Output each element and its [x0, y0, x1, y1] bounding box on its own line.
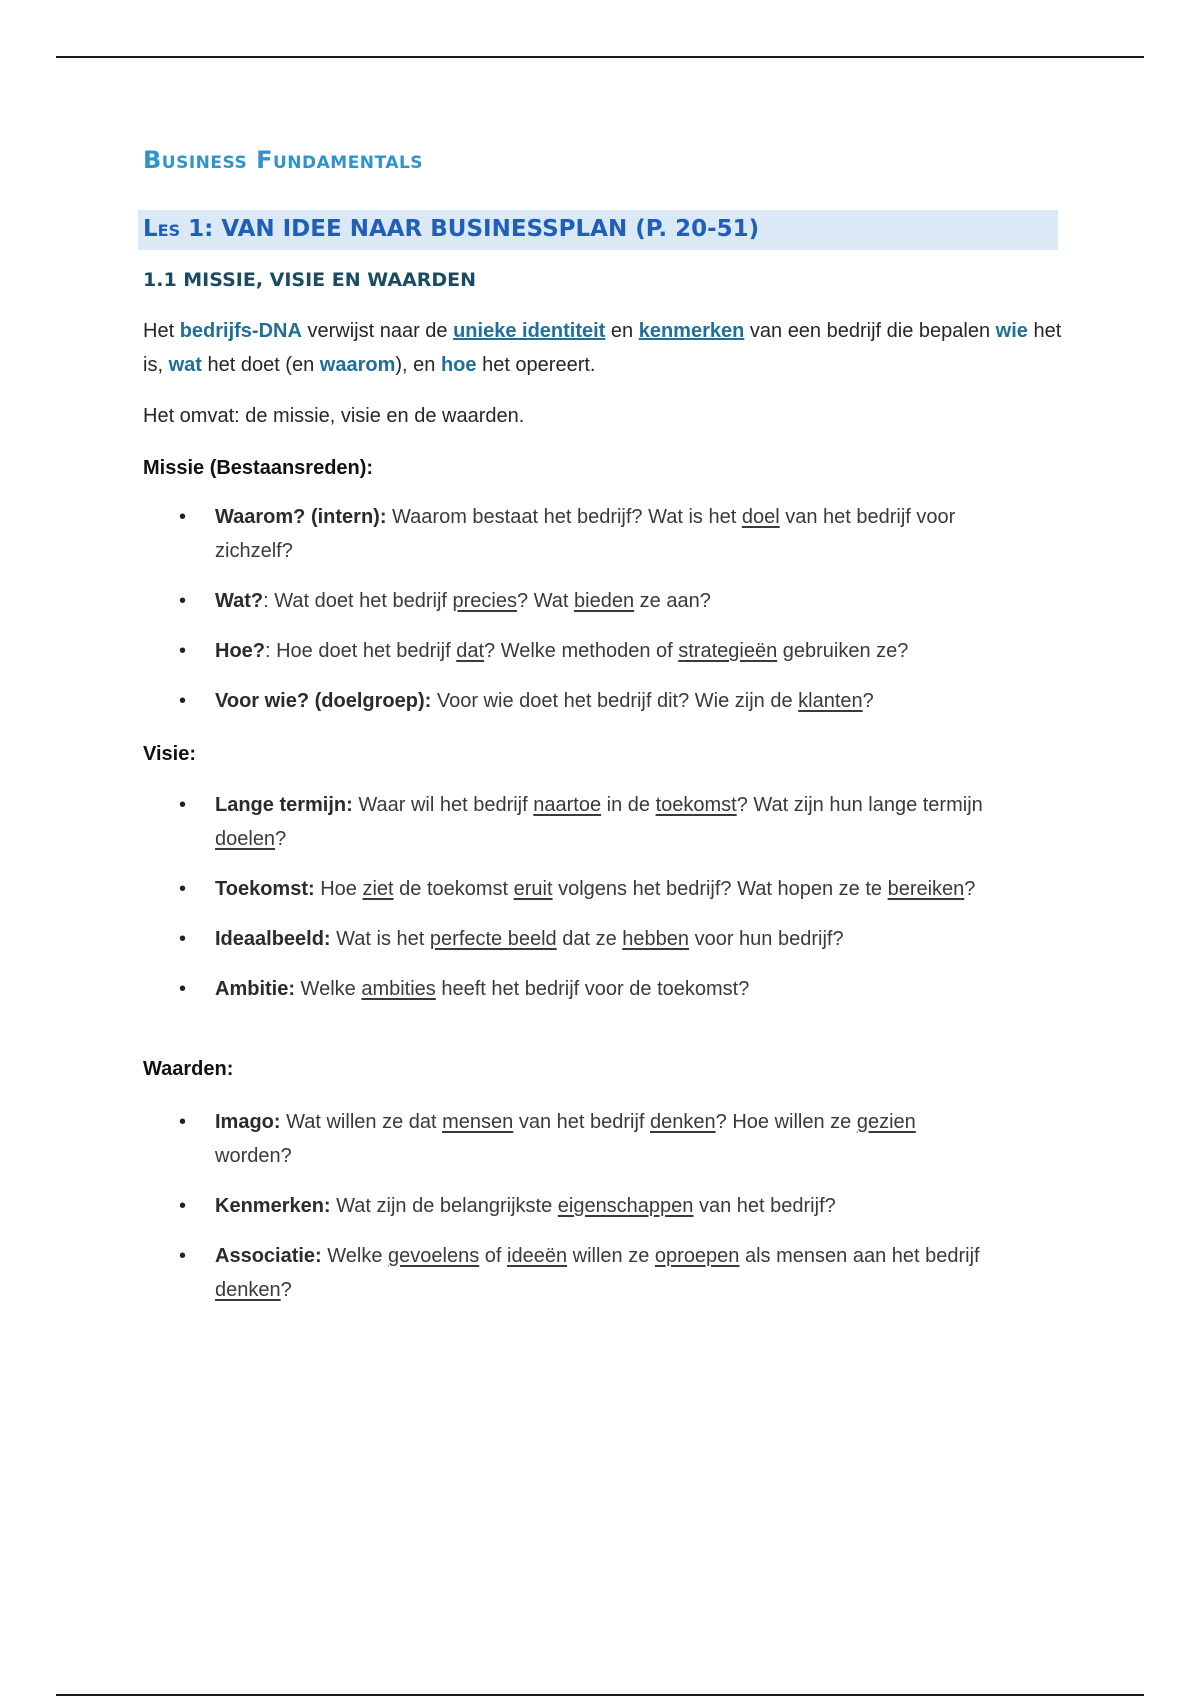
- item-label: Ideaalbeeld:: [215, 928, 331, 950]
- item-text: Welke: [295, 978, 362, 1000]
- bullet-icon: •: [179, 978, 187, 1000]
- item-text: als mensen aan het bedrijf: [739, 1245, 980, 1267]
- item-underlined: oproepen: [654, 1245, 740, 1267]
- item-underlined: doel: [741, 506, 780, 528]
- item-underlined: dat: [456, 640, 485, 662]
- item-text: van het bedrijf: [513, 1111, 651, 1133]
- item-text: van het bedrijf voor zichzelf?: [215, 506, 956, 562]
- item-underlined: denken: [650, 1111, 716, 1133]
- list-item: [143, 872, 995, 906]
- list-item: [143, 972, 995, 1006]
- item-text: worden?: [215, 1145, 292, 1167]
- intro-text: het doet (en: [201, 354, 320, 376]
- item-underlined: ambities: [361, 978, 436, 1000]
- list-item: [143, 788, 995, 856]
- lesson-heading: [143, 212, 759, 246]
- item-text: ?: [280, 1279, 292, 1301]
- item-underlined: hebben: [622, 928, 690, 950]
- bullet-icon: •: [179, 878, 187, 900]
- item-text: : Hoe doet het bedrijf: [265, 640, 457, 662]
- item-text: Waarom bestaat het bedrijf? Wat is het: [386, 506, 742, 528]
- item-underlined: toekomst: [655, 794, 737, 816]
- item-underlined: eruit: [513, 878, 553, 900]
- item-underlined: perfecte beeld: [429, 928, 557, 950]
- item-text: ?: [862, 690, 874, 712]
- waarden-list: [143, 1105, 1063, 1307]
- intro-keyword-underlined: kenmerken: [638, 320, 745, 342]
- lesson-rest: 1: VAN IDEE NAAR BUSINESSPLAN (P. 20-51): [180, 216, 760, 242]
- list-item: [143, 1239, 995, 1307]
- waarden-header: Waarden:: [143, 1058, 234, 1080]
- list-item: [143, 584, 995, 618]
- item-label: Kenmerken:: [215, 1195, 331, 1217]
- bullet-icon: •: [179, 690, 187, 712]
- item-label: Lange termijn:: [215, 794, 353, 816]
- bullet-icon: •: [179, 1195, 187, 1217]
- item-text: Wat willen ze dat: [280, 1111, 443, 1133]
- item-text: Welke: [321, 1245, 389, 1267]
- item-text: : Wat doet het bedrijf: [263, 590, 453, 612]
- top-rule: [56, 56, 1144, 58]
- intro-keyword: waarom: [319, 354, 396, 376]
- intro-keyword: wat: [168, 354, 202, 376]
- item-underlined: doelen: [215, 828, 276, 850]
- item-underlined: denken: [215, 1279, 281, 1301]
- item-underlined: gezien: [856, 1111, 916, 1133]
- list-item: [143, 500, 995, 568]
- item-underlined: ideeën: [507, 1245, 568, 1267]
- intro-keyword: wie: [995, 320, 1028, 342]
- intro-text: van een bedrijf die bepalen: [744, 320, 996, 342]
- intro-text: en: [605, 320, 639, 342]
- item-text: van het bedrijf?: [693, 1195, 836, 1217]
- intro-text: ), en: [395, 354, 441, 376]
- missie-list: [143, 500, 1063, 718]
- list-item: [143, 634, 995, 668]
- item-text: Hoe: [314, 878, 363, 900]
- intro-text: Het: [143, 320, 180, 342]
- item-text: Wat zijn de belangrijkste: [330, 1195, 558, 1217]
- item-text: ? Wat: [516, 590, 575, 612]
- item-underlined: mensen: [442, 1111, 514, 1133]
- item-underlined: ziet: [362, 878, 394, 900]
- bullet-icon: •: [179, 1111, 187, 1133]
- item-text: Waar wil het bedrijf: [352, 794, 534, 816]
- intro-text: verwijst naar de: [301, 320, 454, 342]
- item-label: Imago:: [215, 1111, 281, 1133]
- item-text: ? Welke methoden of: [484, 640, 679, 662]
- item-underlined: gevoelens: [388, 1245, 480, 1267]
- missie-header: Missie (Bestaansreden):: [143, 457, 374, 479]
- item-text: Voor wie doet het bedrijf dit? Wie zijn de: [431, 690, 799, 712]
- lesson-prefix: Les: [143, 216, 181, 242]
- item-text: voor hun bedrijf?: [689, 928, 844, 950]
- bullet-icon: •: [179, 640, 187, 662]
- list-item: [143, 922, 995, 956]
- intro-text: het opereert.: [476, 354, 596, 376]
- bullet-icon: •: [179, 1245, 187, 1267]
- item-label: Wat?: [215, 590, 264, 612]
- item-text: in de: [601, 794, 656, 816]
- item-underlined: precies: [452, 590, 517, 612]
- list-item: [143, 684, 995, 718]
- bullet-icon: •: [179, 506, 187, 528]
- item-label: Waarom? (intern):: [215, 506, 387, 528]
- item-text: ?: [275, 828, 287, 850]
- item-text: dat ze: [556, 928, 623, 950]
- item-text: ?: [964, 878, 976, 900]
- section-heading: 1.1 MISSIE, VISIE EN WAARDEN: [143, 269, 477, 291]
- item-text: de toekomst: [393, 878, 514, 900]
- item-label: Associatie:: [215, 1245, 322, 1267]
- item-text: heeft het bedrijf voor de toekomst?: [435, 978, 750, 1000]
- intro-keyword: hoe: [440, 354, 477, 376]
- item-underlined: klanten: [798, 690, 863, 712]
- item-underlined: eigenschappen: [557, 1195, 694, 1217]
- document-title: Business Fundamentals: [143, 146, 424, 174]
- bullet-icon: •: [179, 590, 187, 612]
- item-label: Voor wie? (doelgroep):: [215, 690, 432, 712]
- item-underlined: bieden: [574, 590, 635, 612]
- bottom-rule: [56, 1694, 1144, 1696]
- intro-paragraph: [143, 314, 1063, 382]
- item-underlined: bereiken: [887, 878, 965, 900]
- visie-header: Visie:: [143, 743, 196, 765]
- intro-keyword-underlined: unieke identiteit: [453, 320, 606, 342]
- item-label: Ambitie:: [215, 978, 295, 1000]
- intro-text: het is,: [143, 320, 1062, 376]
- item-label: Toekomst:: [215, 878, 315, 900]
- visie-list: [143, 788, 1063, 1006]
- item-text: ? Hoe willen ze: [715, 1111, 857, 1133]
- item-underlined: strategieën: [678, 640, 778, 662]
- item-text: ze aan?: [634, 590, 711, 612]
- list-item: [143, 1189, 995, 1223]
- item-text: of: [479, 1245, 508, 1267]
- list-item: [143, 1105, 995, 1173]
- item-text: Wat is het: [330, 928, 430, 950]
- intro-keyword: bedrijfs-DNA: [179, 320, 302, 342]
- bullet-icon: •: [179, 928, 187, 950]
- item-text: ? Wat zijn hun lange termijn: [736, 794, 983, 816]
- item-underlined: naartoe: [533, 794, 602, 816]
- item-text: willen ze: [567, 1245, 655, 1267]
- item-text: gebruiken ze?: [777, 640, 909, 662]
- omvat-paragraph: Het omvat: de missie, visie en de waarden.: [143, 405, 525, 427]
- item-text: volgens het bedrijf? Wat hopen ze te: [552, 878, 888, 900]
- item-label: Hoe?: [215, 640, 265, 662]
- bullet-icon: •: [179, 794, 187, 816]
